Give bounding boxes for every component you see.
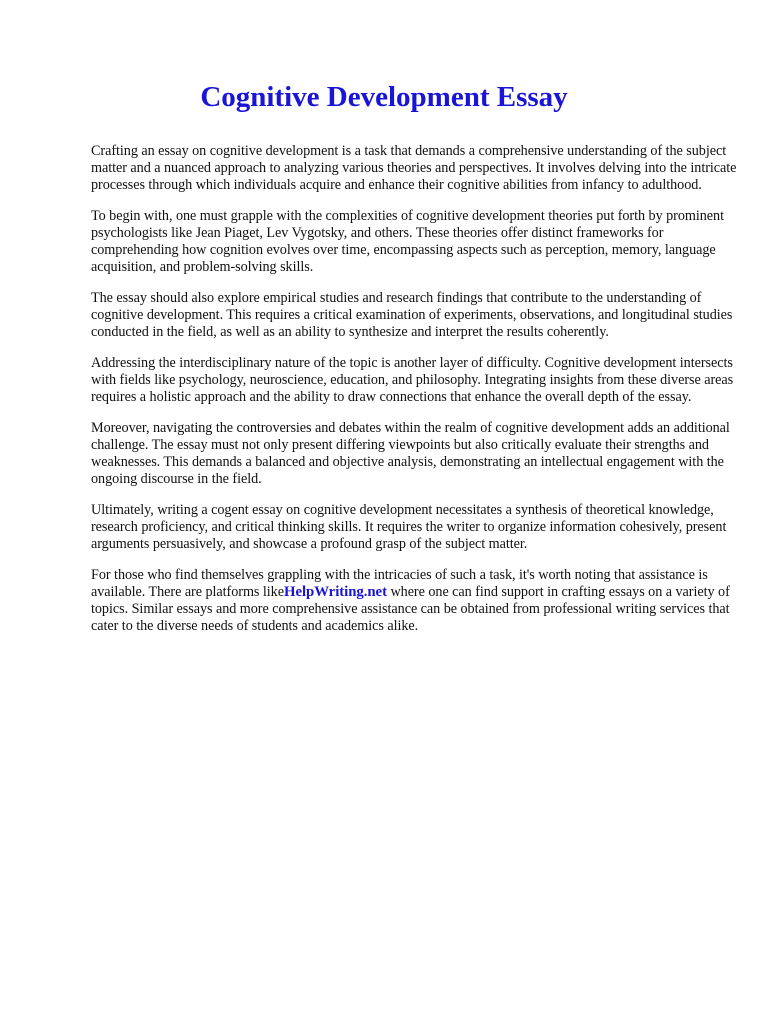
paragraph-7-before-link: For those who find themselves grappling with the intricacies of such a task, it's worth noting that assistance is available. There are platforms like — [91, 567, 708, 600]
paragraph-7 — [91, 567, 754, 635]
page-title: Cognitive Development Essay — [200, 81, 568, 113]
paragraph-7-after-link: where one can find support in crafting essays on a variety of topics. Similar essays and more comprehensive assistance can be obtained from professional writing services that cater to the diverse needs of students and academics alike. — [91, 584, 730, 634]
paragraph-1: Crafting an essay on cognitive development is a task that demands a comprehensive understanding of the subject matter and a nuanced approach to analyzing various theories and perspectives. It involves delving into the intricate processes through which individuals acquire and enhance their cognitive abilities from infancy to adulthood. — [91, 143, 737, 193]
paragraph-6: Ultimately, writing a cogent essay on cognitive development necessitates a synthesis of theoretical knowledge, research proficiency, and critical thinking skills. It requires the writer to organize information cohesively, present arguments persuasively, and showcase a profound grasp of the subject matter. — [91, 502, 727, 552]
paragraph-4: Addressing the interdisciplinary nature of the topic is another layer of difficulty. Cognitive development intersects with fields like psychology, neuroscience, education, and philosophy. Integrating insights from these diverse areas requires a holistic approach and the ability to draw connections that enhance the overall depth of the essay. — [91, 355, 734, 405]
helpwriting-link[interactable]: HelpWriting.net — [283, 584, 387, 600]
paragraph-5: Moreover, navigating the controversies and debates within the realm of cognitive development adds an additional challenge. The essay must not only present differing viewpoints but also critically evaluate their strengths and weaknesses. This demands a balanced and objective analysis, demonstrating an intellectual engagement with the ongoing discourse in the field. — [91, 420, 730, 487]
paragraph-3: The essay should also explore empirical studies and research findings that contribute to the understanding of cognitive development. This requires a critical examination of experiments, observations, and longitudinal studies conducted in the field, as well as an ability to synthesize and interpret the results coherently. — [91, 290, 733, 340]
paragraph-2: To begin with, one must grapple with the complexities of cognitive development theories put forth by prominent psychologists like Jean Piaget, Lev Vygotsky, and others. These theories offer distinct frameworks for comprehending how cognition evolves over time, encompassing aspects such as perception, memory, language acquisition, and problem-solving skills. — [91, 208, 724, 275]
